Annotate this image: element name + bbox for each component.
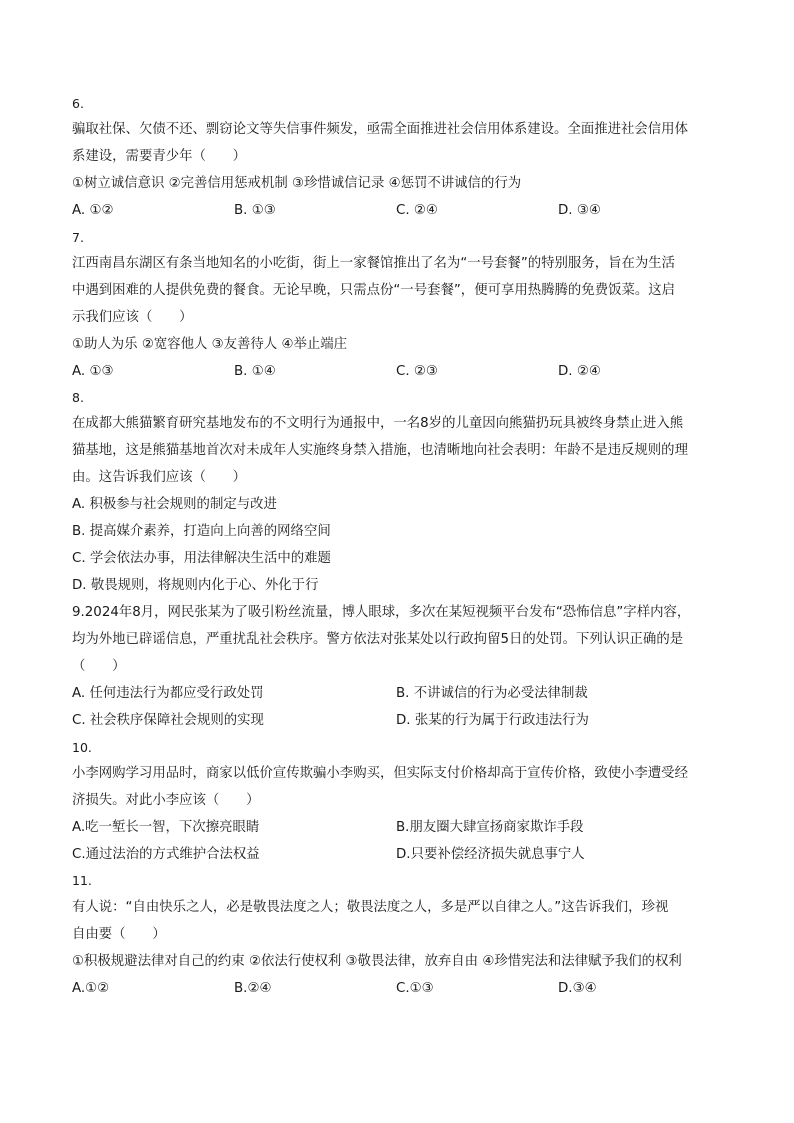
q10-stem-line-2: 济损失。对此小李应该（ ） <box>72 793 260 808</box>
q6-items: ①树立诚信意识 ②完善信用惩戒机制 ③珍惜诚信记录 ④惩罚不讲诚信的行为 <box>72 176 522 191</box>
q6-option-d: D. ③④ <box>558 203 601 218</box>
q8-number: 8. <box>72 390 84 405</box>
q6-option-c: C. ②④ <box>396 203 438 218</box>
q7-number: 7. <box>72 230 84 245</box>
q8-option-b: B. 提高媒介素养，打造向上向善的网络空间 <box>72 524 331 539</box>
q11-option-c: C.①③ <box>396 981 434 996</box>
q11-items: ①积极规避法律对自己的约束 ②依法行使权利 ③敬畏法律，放弃自由 ④珍惜宪法和法律赋予我们的权利 <box>72 954 682 969</box>
q6-option-a: A. ①② <box>72 203 114 218</box>
q10-option-c: C.通过法治的方式维护合法权益 <box>72 847 260 862</box>
q10-option-b: B.朋友圈大肆宣扬商家欺诈手段 <box>396 820 584 835</box>
q7-items: ①助人为乐 ②宽容他人 ③友善待人 ④举止端庄 <box>72 337 348 352</box>
q7-option-c: C. ②③ <box>396 364 438 379</box>
q10-option-a: A.吃一堑长一智，下次擦亮眼睛 <box>72 820 260 835</box>
q9-option-b: B. 不讲诚信的行为必受法律制裁 <box>396 686 588 701</box>
q7-stem-line-2: 中遇到困难的人提供免费的餐食。无论早晚，只需点份“一号套餐”，便可享用热腾腾的免费饭菜。这启 <box>72 283 676 298</box>
q11-option-b: B.②④ <box>234 981 272 996</box>
q10-option-d: D.只要补偿经济损失就息事宁人 <box>396 847 585 862</box>
q9-option-d: D. 张某的行为属于行政违法行为 <box>396 713 589 728</box>
q8-option-d: D. 敬畏规则，将规则内化于心、外化于行 <box>72 578 319 593</box>
q9-stem-line-2: 均为外地已辟谣信息，严重扰乱社会秩序。警方依法对张某处以行政拘留5日的处罚。下列认识正确的是 <box>72 632 684 647</box>
q11-stem-line-2: 自由要（ ） <box>72 927 166 942</box>
q6-option-b: B. ①③ <box>234 203 276 218</box>
q9-option-c: C. 社会秩序保障社会规则的实现 <box>72 713 264 728</box>
q6-stem-line-1: 骗取社保、欠债不还、剽窃论文等失信事件频发，亟需全面推进社会信用体系建设。全面推进社会信用体 <box>72 122 688 137</box>
q8-stem-line-3: 由。这告诉我们应该（ ） <box>72 470 247 485</box>
q8-option-a: A. 积极参与社会规则的制定与改进 <box>72 497 277 512</box>
q7-option-b: B. ①④ <box>234 364 276 379</box>
q8-stem-line-1: 在成都大熊猫繁育研究基地发布的不文明行为通报中，一名8岁的儿童因向熊猫扔玩具被终身禁止进入熊 <box>72 416 684 431</box>
q8-stem-line-2: 猫基地，这是熊猫基地首次对未成年人实施终身禁入措施，也清晰地向社会表明：年龄不是违反规则的理 <box>72 443 688 458</box>
q11-option-d: D.③④ <box>558 981 597 996</box>
q10-number: 10. <box>72 740 92 755</box>
q9-stem-line-1: 9.2024年8月，网民张某为了吸引粉丝流量，博人眼球，多次在某短视频平台发布“恐怖信息”字样内容， <box>72 605 691 620</box>
q11-stem-line-1: 有人说：“自由快乐之人，必是敬畏法度之人；敬畏法度之人，多是严以自律之人。”这告诉我们，珍视 <box>72 900 669 915</box>
q10-stem-line-1: 小李网购学习用品时，商家以低价宣传欺骗小李购买，但实际支付价格却高于宣传价格，致使小李遭受经 <box>72 766 688 781</box>
q11-number: 11. <box>72 873 92 888</box>
q11-option-a: A.①② <box>72 981 110 996</box>
q9-option-a: A. 任何违法行为都应受行政处罚 <box>72 686 264 701</box>
q7-stem-line-3: 示我们应该（ ） <box>72 310 193 325</box>
q7-option-a: A. ①③ <box>72 364 114 379</box>
q6-stem-line-2: 系建设，需要青少年（ ） <box>72 149 247 164</box>
q6-number: 6. <box>72 96 84 111</box>
q8-option-c: C. 学会依法办事，用法律解决生活中的难题 <box>72 551 331 566</box>
q9-stem-line-3: （ ） <box>72 659 126 674</box>
q7-stem-line-1: 江西南昌东湖区有条当地知名的小吃街，街上一家餐馆推出了名为“一号套餐”的特别服务，旨在为生活 <box>72 256 676 271</box>
q7-option-d: D. ②④ <box>558 364 601 379</box>
